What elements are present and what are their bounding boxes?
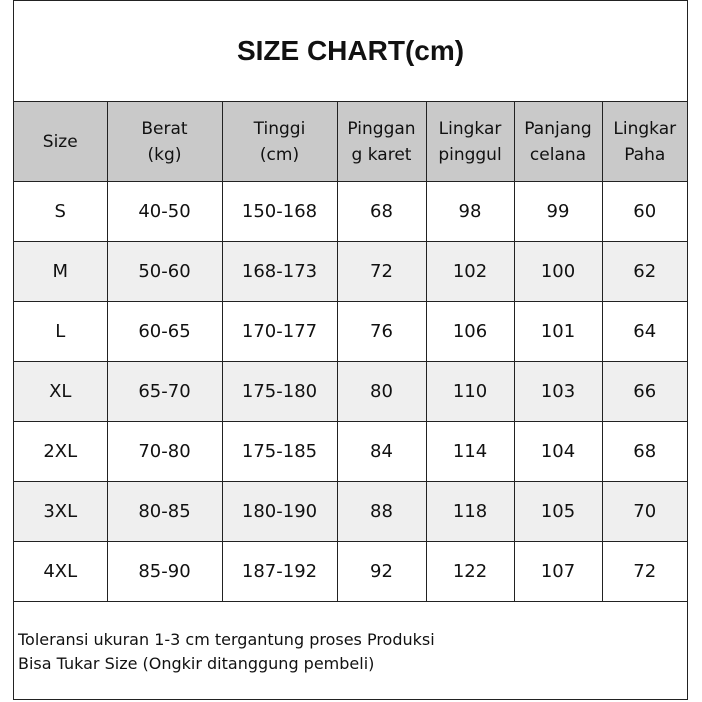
cell-pinggul: 106 xyxy=(426,302,514,362)
header-lingkar-paha: Lingkar Paha xyxy=(602,102,687,182)
cell-size: L xyxy=(14,302,107,362)
cell-size: 3XL xyxy=(14,482,107,542)
cell-tinggi: 175-185 xyxy=(222,422,337,482)
cell-pinggang: 88 xyxy=(337,482,426,542)
cell-pinggang: 80 xyxy=(337,362,426,422)
cell-panjang: 101 xyxy=(514,302,602,362)
cell-paha: 64 xyxy=(602,302,687,362)
cell-pinggang: 76 xyxy=(337,302,426,362)
cell-pinggang: 68 xyxy=(337,182,426,242)
cell-paha: 62 xyxy=(602,242,687,302)
table-row xyxy=(14,422,687,482)
cell-pinggul: 98 xyxy=(426,182,514,242)
notes-section xyxy=(18,628,435,676)
cell-berat: 40-50 xyxy=(107,182,222,242)
cell-panjang: 104 xyxy=(514,422,602,482)
header-pinggang-karet: Pinggan g karet xyxy=(337,102,426,182)
table-header-row xyxy=(14,102,687,182)
table-row xyxy=(14,302,687,362)
header-lingkar-pinggul: Lingkar pinggul xyxy=(426,102,514,182)
table-row xyxy=(14,482,687,542)
header-tinggi: Tinggi (cm) xyxy=(222,102,337,182)
cell-paha: 68 xyxy=(602,422,687,482)
cell-pinggul: 114 xyxy=(426,422,514,482)
cell-pinggang: 92 xyxy=(337,542,426,602)
cell-size: S xyxy=(14,182,107,242)
cell-pinggang: 72 xyxy=(337,242,426,302)
cell-size: 2XL xyxy=(14,422,107,482)
size-table xyxy=(14,102,687,602)
cell-pinggul: 122 xyxy=(426,542,514,602)
cell-berat: 60-65 xyxy=(107,302,222,362)
cell-tinggi: 180-190 xyxy=(222,482,337,542)
chart-title: SIZE CHART(cm) xyxy=(14,1,687,102)
cell-pinggang: 84 xyxy=(337,422,426,482)
cell-tinggi: 170-177 xyxy=(222,302,337,362)
table-row xyxy=(14,542,687,602)
tolerance-note: Toleransi ukuran 1-3 cm tergantung proses Produksi xyxy=(18,630,435,649)
cell-tinggi: 175-180 xyxy=(222,362,337,422)
cell-pinggul: 118 xyxy=(426,482,514,542)
header-panjang-celana: Panjang celana xyxy=(514,102,602,182)
size-chart-frame xyxy=(13,0,688,700)
cell-panjang: 105 xyxy=(514,482,602,542)
cell-pinggul: 102 xyxy=(426,242,514,302)
cell-paha: 66 xyxy=(602,362,687,422)
cell-size: XL xyxy=(14,362,107,422)
cell-paha: 72 xyxy=(602,542,687,602)
cell-berat: 85-90 xyxy=(107,542,222,602)
header-size: Size xyxy=(14,102,107,182)
cell-size: M xyxy=(14,242,107,302)
cell-berat: 50-60 xyxy=(107,242,222,302)
cell-tinggi: 168-173 xyxy=(222,242,337,302)
cell-pinggul: 110 xyxy=(426,362,514,422)
cell-size: 4XL xyxy=(14,542,107,602)
table-row xyxy=(14,362,687,422)
table-row xyxy=(14,182,687,242)
cell-berat: 70-80 xyxy=(107,422,222,482)
cell-tinggi: 187-192 xyxy=(222,542,337,602)
cell-paha: 60 xyxy=(602,182,687,242)
cell-paha: 70 xyxy=(602,482,687,542)
cell-panjang: 100 xyxy=(514,242,602,302)
exchange-note: Bisa Tukar Size (Ongkir ditanggung pembeli) xyxy=(18,654,375,673)
cell-berat: 65-70 xyxy=(107,362,222,422)
cell-berat: 80-85 xyxy=(107,482,222,542)
cell-panjang: 107 xyxy=(514,542,602,602)
table-row xyxy=(14,242,687,302)
header-berat: Berat (kg) xyxy=(107,102,222,182)
cell-panjang: 99 xyxy=(514,182,602,242)
cell-tinggi: 150-168 xyxy=(222,182,337,242)
cell-panjang: 103 xyxy=(514,362,602,422)
